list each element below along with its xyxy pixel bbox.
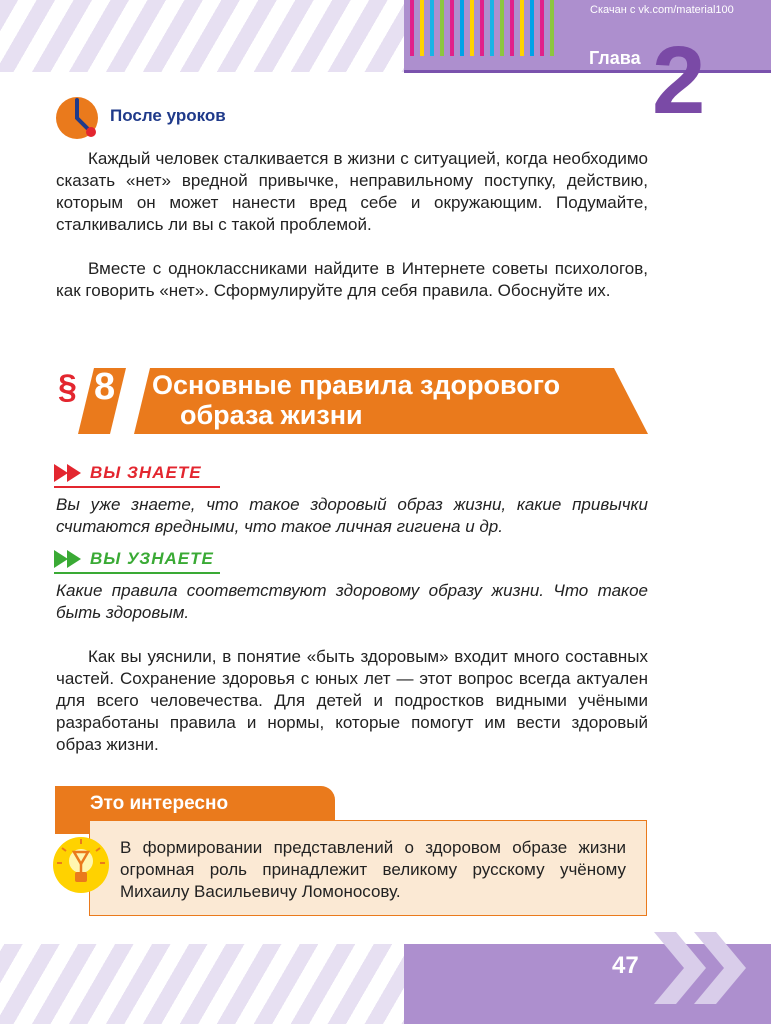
color-bar [440, 0, 444, 56]
color-bar [470, 0, 474, 56]
you-know-text: Вы уже знаете, что такое здоровый образ жизни, какие привычки считаются вредными, что такое личная гигиена и др. [56, 495, 648, 536]
watermark: Скачан с vk.com/material100 [590, 4, 734, 16]
color-bar [540, 0, 544, 56]
page-number: 47 [612, 952, 639, 979]
color-bar [500, 0, 504, 56]
section-title-line-2: образа жизни [180, 400, 363, 430]
color-bar [410, 0, 414, 56]
double-chevron-right-icon [654, 928, 754, 1008]
color-bar [420, 0, 424, 56]
main-paragraph: Как вы уяснили, в понятие «быть здоровым» входит много составных частей. Сохранение здоровья с юных лет — этот вопрос всегда актуален для всего человечества. Для детей и подростков видными учёными разработаны правила и нормы, которые помогут им вести здоровый образ жизни. [56, 647, 648, 754]
color-bar [520, 0, 524, 56]
clock-icon [55, 96, 99, 140]
color-bar [450, 0, 454, 56]
color-bar [480, 0, 484, 56]
you-know-underline [54, 486, 220, 488]
you-will-learn-underline [54, 572, 220, 574]
color-bar [550, 0, 554, 56]
color-bar [460, 0, 464, 56]
you-will-learn-text: Какие правила соответствуют здоровому образу жизни. Что такое быть здоровым. [56, 581, 648, 622]
section-number: 8 [94, 366, 116, 408]
interesting-title: Это интересно [90, 793, 229, 814]
after-lessons-title: После уроков [110, 106, 226, 125]
section-sign: § [58, 368, 77, 406]
after-lessons-paragraph-2: Вместе с одноклассниками найдите в Интернете советы психологов, как говорить «нет». Сформулируйте для себя правила. Обоснуйте их. [56, 259, 648, 300]
color-bar [530, 0, 534, 56]
color-bar [510, 0, 514, 56]
red-double-arrow-icon [54, 462, 88, 484]
green-double-arrow-icon [54, 548, 88, 570]
chapter-number: 2 [652, 27, 706, 134]
header-divider [404, 70, 771, 73]
section-title-line-1: Основные правила здорового [152, 370, 561, 400]
color-bars-decoration [410, 0, 554, 56]
interesting-text: В формировании представлений о здоровом образе жизни огромная роль принадлежит великому русскому учёному Михаилу Васильевичу Ломоносову. [120, 838, 626, 901]
color-bar [430, 0, 434, 56]
lightbulb-icon [52, 836, 110, 894]
you-know-label: ВЫ ЗНАЕТЕ [90, 463, 202, 482]
you-will-learn-label: ВЫ УЗНАЕТЕ [90, 549, 214, 568]
after-lessons-paragraph-1: Каждый человек сталкивается в жизни с ситуацией, когда необходимо сказать «нет» вредной привычке, неправильному поступку, действию, которым он может нанести вред себе и окружающим. Подумайте, сталкивались ли вы с такой проблемой. [56, 149, 648, 234]
color-bar [490, 0, 494, 56]
section-title [152, 370, 622, 430]
chapter-label: Глава [589, 48, 641, 68]
